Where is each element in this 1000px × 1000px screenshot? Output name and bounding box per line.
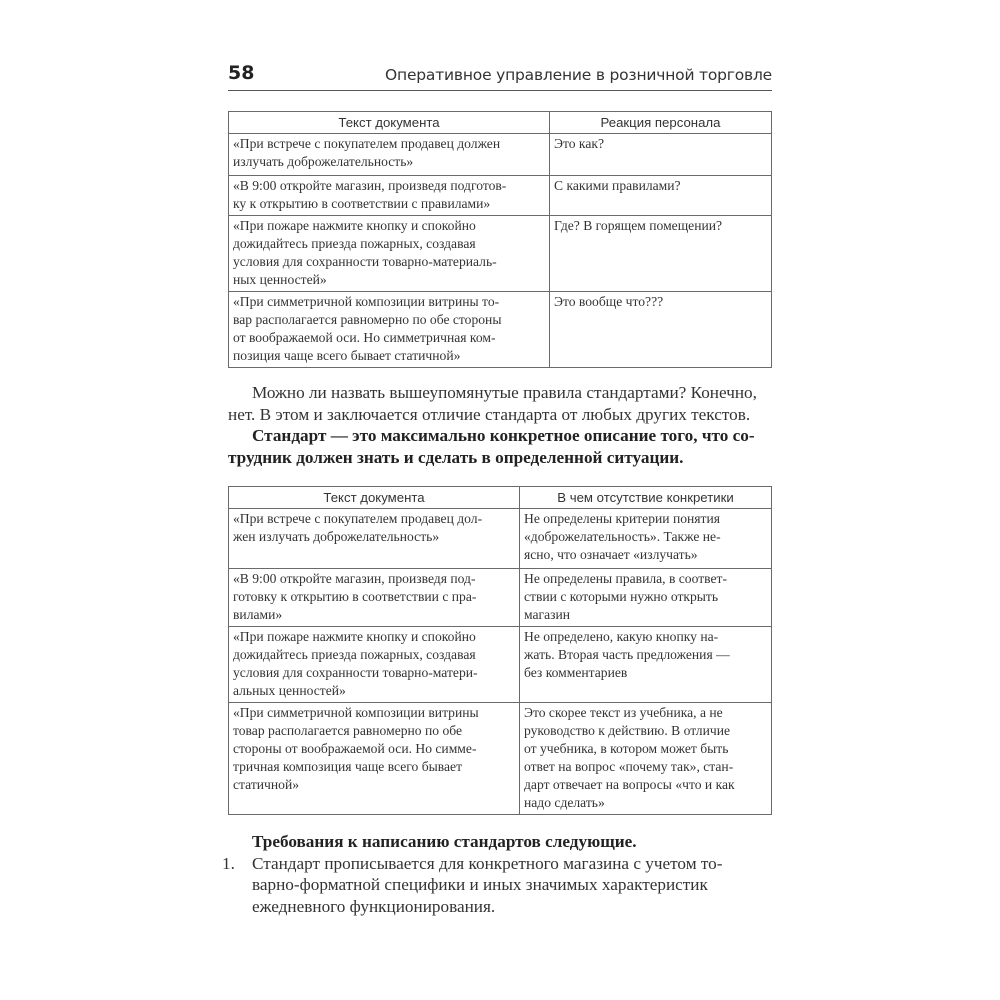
cell-line: условия для сохранности товарно-матери- xyxy=(233,665,478,680)
table-row xyxy=(229,703,772,815)
cell-line: условия для сохранности товарно-материаль- xyxy=(233,254,497,269)
cell-line: Это скорее текст из учебника, а не xyxy=(524,705,723,720)
document-text-cell xyxy=(229,627,520,703)
cell-line: жать. Вторая часть предложения — xyxy=(524,647,730,662)
document-text-cell xyxy=(229,292,550,368)
table-header-row xyxy=(229,487,772,509)
reaction-cell xyxy=(550,134,772,176)
cell-line: Не определено, какую кнопку на- xyxy=(524,629,719,644)
document-text-cell xyxy=(229,216,550,292)
cell-line: от воображаемой оси. Но симметричная ком- xyxy=(233,330,496,345)
cell-line: ответ на вопрос «почему так», стан- xyxy=(524,759,734,774)
document-text-cell xyxy=(229,176,550,216)
table-row xyxy=(229,509,772,569)
paragraph-line: трудник должен знать и сделать в определенной ситуации. xyxy=(228,447,684,467)
staff-reaction-table xyxy=(228,111,772,368)
cell-line: жен излучать доброжелательность» xyxy=(233,529,440,544)
paragraph-line: Стандарт — это максимально конкретное описание того, что со- xyxy=(252,426,755,445)
book-page xyxy=(222,62,772,917)
cell-line: стороны от воображаемой оси. Но симме- xyxy=(233,741,477,756)
cell-line: статичной» xyxy=(233,777,300,792)
cell-line: дарт отвечает на вопросы «что и как xyxy=(524,777,735,792)
definition-paragraph xyxy=(228,425,772,468)
table-header-row xyxy=(229,112,772,134)
table-row xyxy=(229,176,772,216)
cell-line: магазин xyxy=(524,607,571,622)
cell-line: тричная композиция чаще всего бывает xyxy=(233,759,463,774)
cell-line: Где? В горящем помещении? xyxy=(554,218,723,233)
column-header-document-text: Текст документа xyxy=(229,487,520,509)
page-header xyxy=(228,62,772,91)
table-row xyxy=(229,292,772,368)
cell-line: руководство к действию. В отличие xyxy=(524,723,731,738)
cell-line: Это вообще что??? xyxy=(554,294,664,309)
cell-line: Не определены правила, в соответ- xyxy=(524,571,728,586)
cell-line: товар располагается равномерно по обе xyxy=(233,723,463,738)
lack-of-specifics-table xyxy=(228,486,772,815)
running-title: Оперативное управление в розничной торговле xyxy=(385,66,772,84)
cell-line: «При встрече с покупателем продавец должен xyxy=(233,136,501,151)
issue-cell xyxy=(520,569,772,627)
list-number: 1. xyxy=(222,853,235,873)
column-header-document-text: Текст документа xyxy=(229,112,550,134)
list-item-line: Стандарт прописывается для конкретного магазина с учетом то- xyxy=(252,853,723,873)
cell-line: дожидайтесь приезда пожарных, создавая xyxy=(233,236,476,251)
document-text-cell xyxy=(229,703,520,815)
table-row xyxy=(229,134,772,176)
reaction-cell xyxy=(550,292,772,368)
document-text-cell xyxy=(229,569,520,627)
cell-line: вилами» xyxy=(233,607,283,622)
cell-line: «При симметричной композиции витрины то- xyxy=(233,294,500,309)
issue-cell xyxy=(520,627,772,703)
cell-line: излучать доброжелательность» xyxy=(233,154,414,169)
cell-line: надо сделать» xyxy=(524,795,605,810)
cell-line: С какими правилами? xyxy=(554,178,681,193)
paragraph-line: Можно ли назвать вышеупомянутые правила стандартами? Конечно, xyxy=(252,383,757,402)
cell-line: вар располагается равномерно по обе стороны xyxy=(233,312,502,327)
table-row xyxy=(229,216,772,292)
table-row xyxy=(229,627,772,703)
document-text-cell xyxy=(229,509,520,569)
cell-line: ствии с которыми нужно открыть xyxy=(524,589,719,604)
cell-line: «В 9:00 откройте магазин, произведя под- xyxy=(233,571,476,586)
requirements-title: Требования к написанию стандартов следующие. xyxy=(252,832,637,851)
cell-line: ных ценностей» xyxy=(233,272,327,287)
cell-line: ку к открытию в соответствии с правилами» xyxy=(233,196,491,211)
cell-line: «доброжелательность». Также не- xyxy=(524,529,721,544)
cell-line: Не определены критерии понятия xyxy=(524,511,721,526)
document-text-cell xyxy=(229,134,550,176)
cell-line: ясно, что означает «излучать» xyxy=(524,547,698,562)
cell-line: альных ценностей» xyxy=(233,683,346,698)
cell-line: «В 9:00 откройте магазин, произведя подготов- xyxy=(233,178,507,193)
column-header-lack-of-specifics: В чем отсутствие конкретики xyxy=(520,487,772,509)
page-number: 58 xyxy=(228,62,255,84)
paragraph-line: нет. В этом и заключается отличие стандарта от любых других текстов. xyxy=(228,404,751,424)
cell-line: от учебника, в котором может быть xyxy=(524,741,729,756)
cell-line: без комментариев xyxy=(524,665,628,680)
issue-cell xyxy=(520,703,772,815)
cell-line: «При встрече с покупателем продавец дол- xyxy=(233,511,483,526)
cell-line: Это как? xyxy=(554,136,605,151)
list-item-line: варно-форматной специфики и иных значимых характеристик xyxy=(252,875,708,894)
reaction-cell xyxy=(550,176,772,216)
cell-line: «При пожаре нажмите кнопку и спокойно xyxy=(233,218,476,233)
table-row xyxy=(229,569,772,627)
issue-cell xyxy=(520,509,772,569)
reaction-cell xyxy=(550,216,772,292)
cell-line: позиция чаще всего бывает статичной» xyxy=(233,348,461,363)
paragraph xyxy=(228,382,772,425)
list-item-line: ежедневного функционирования. xyxy=(252,896,496,916)
cell-line: готовку к открытию в соответствии с пра- xyxy=(233,589,477,604)
cell-line: «При пожаре нажмите кнопку и спокойно xyxy=(233,629,476,644)
cell-line: «При симметричной композиции витрины xyxy=(233,705,479,720)
cell-line: дожидайтесь приезда пожарных, создавая xyxy=(233,647,476,662)
column-header-staff-reaction: Реакция персонала xyxy=(550,112,772,134)
requirements-list-item xyxy=(222,853,772,918)
